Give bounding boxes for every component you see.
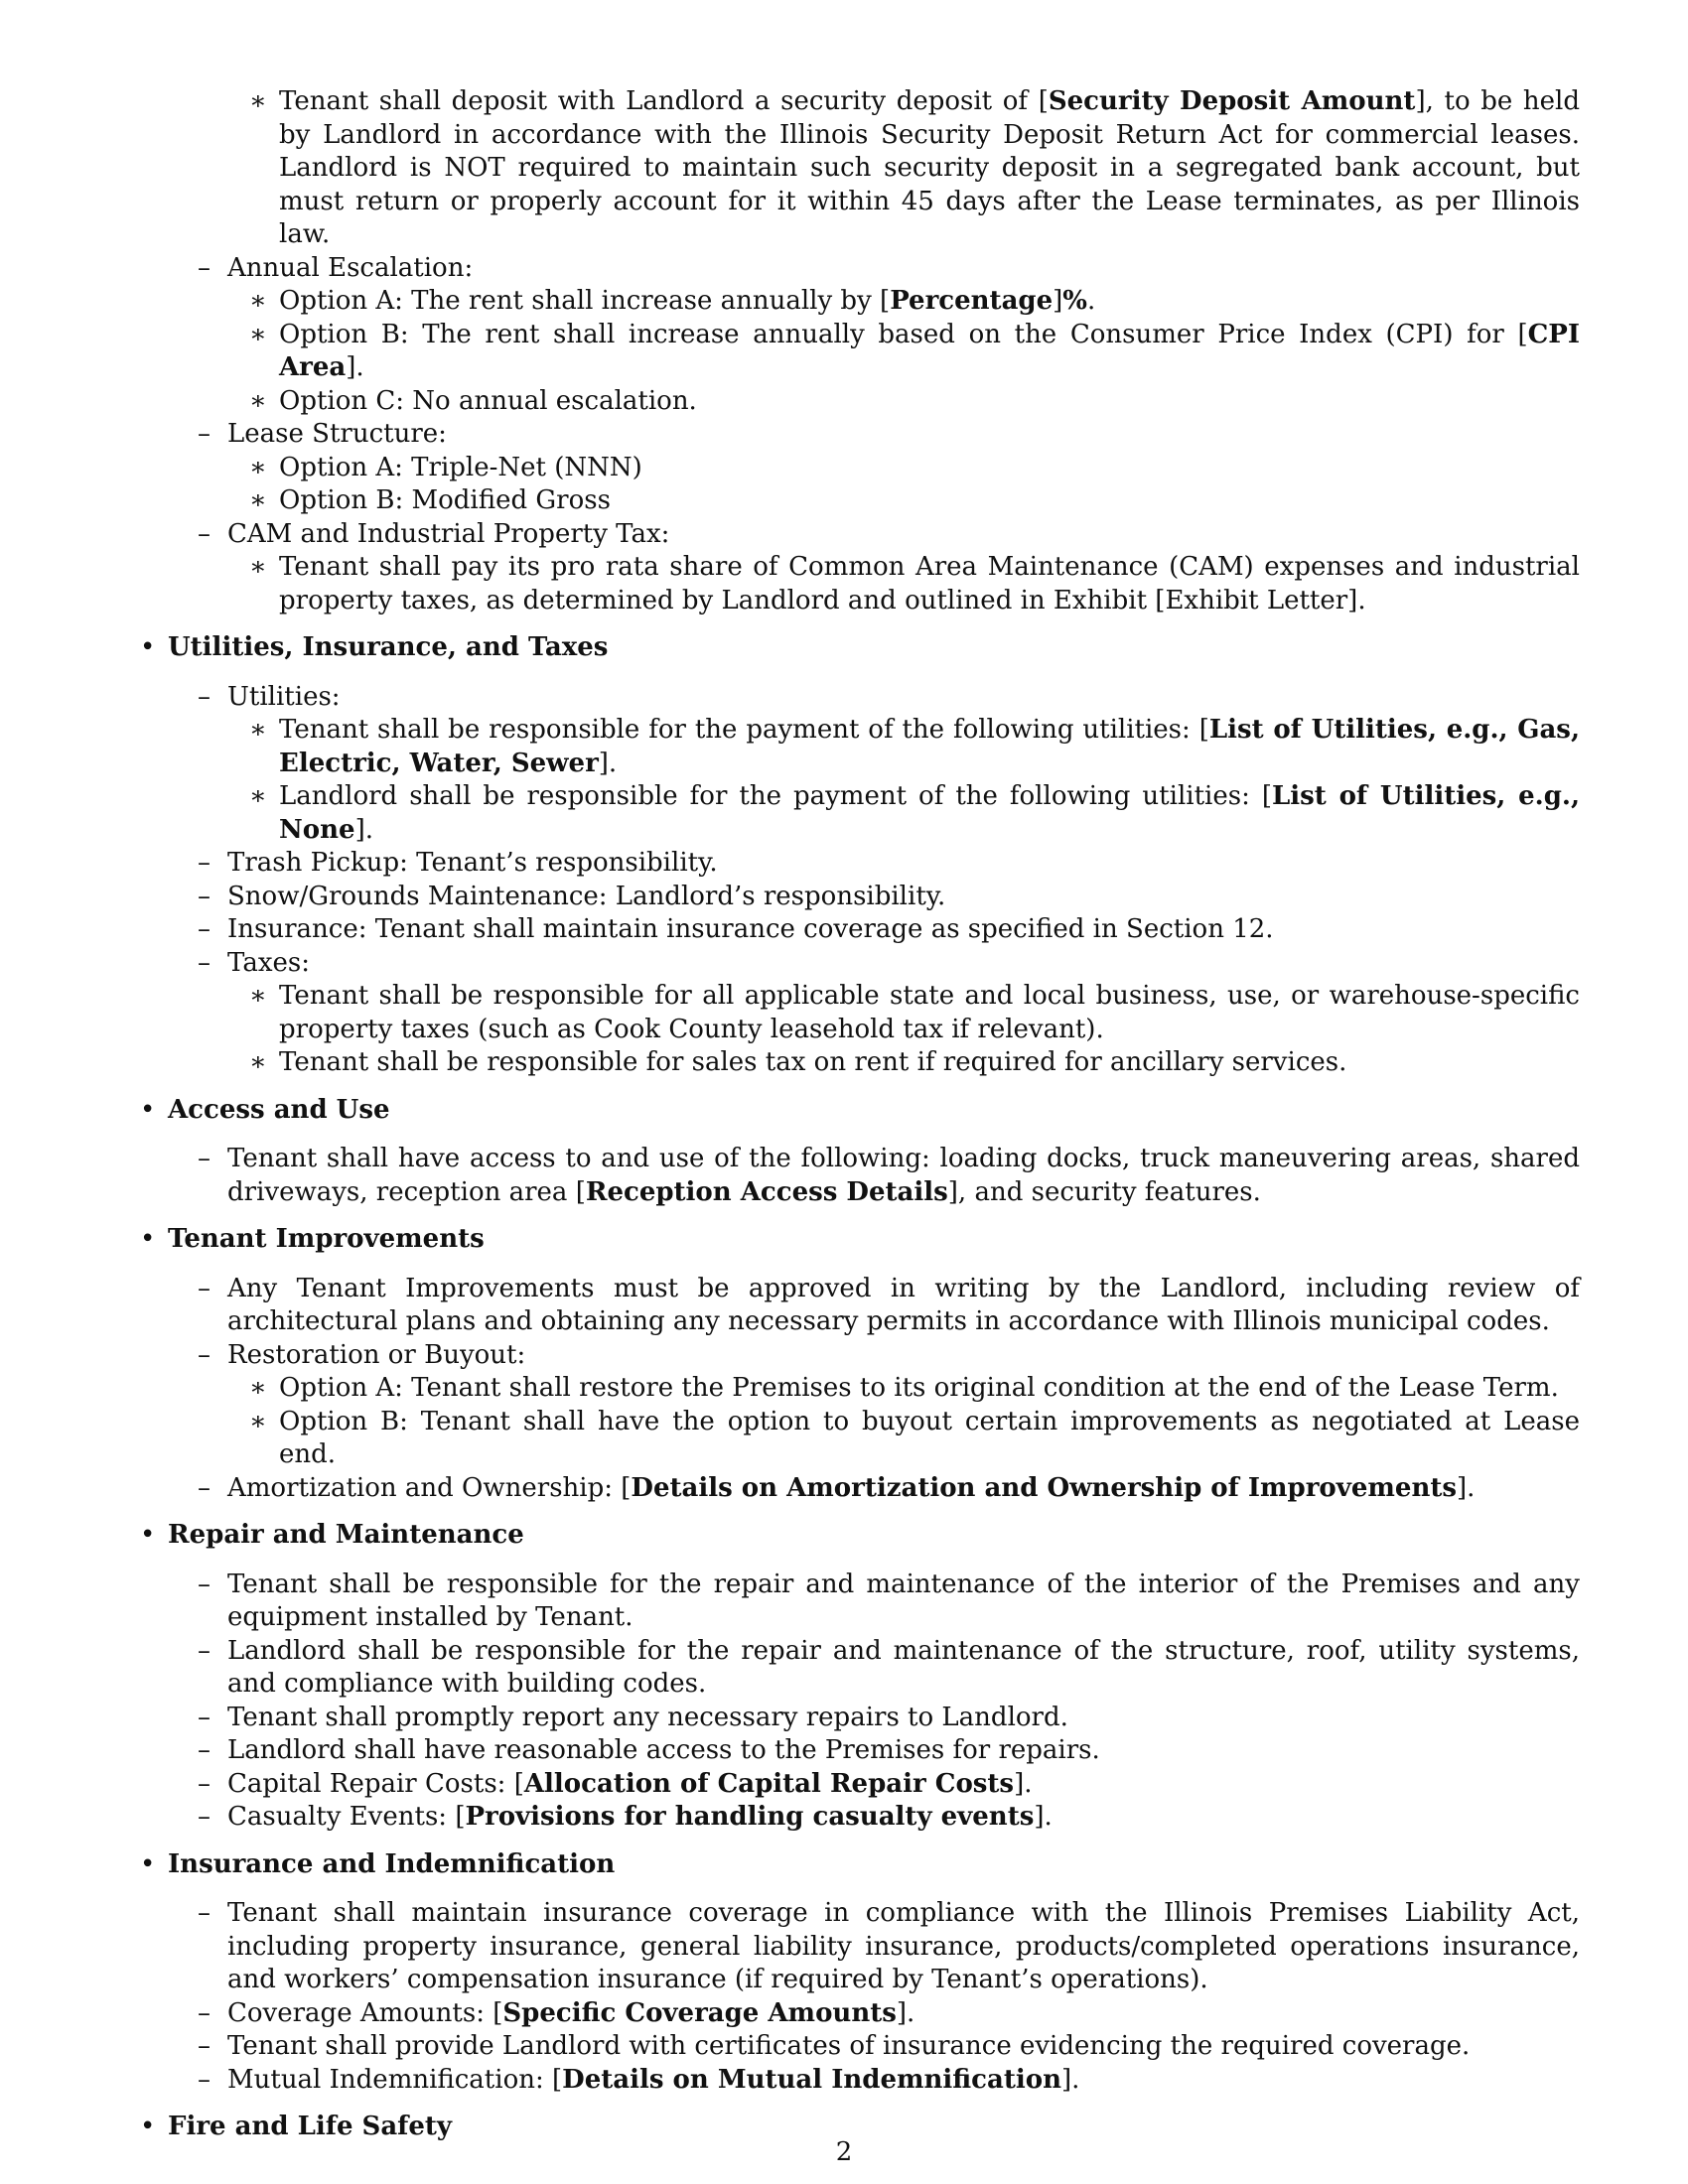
placeholder-field: List of Utilities, e.g., None — [279, 781, 1581, 845]
amortization-item: – Amortization and Ownership: [Details on Amortization and Ownership of Improvements]. — [227, 1472, 1580, 1506]
escalation-option-a: ∗ Option A: The rent shall increase annually by [Percentage]%. — [279, 285, 1580, 319]
section-repair-maintenance: • Repair and Maintenance — [168, 1519, 1688, 1553]
placeholder-field: Details on Mutual Indemnification — [562, 2064, 1061, 2095]
improvements-approval-item: – Any Tenant Improvements must be approved in writing by the Landlord, including review of architectural plans and obtaining any necessary permits in accordance with Illinois municipal codes. — [227, 1273, 1580, 1339]
lease-structure-option-b: ∗ Option B: Modified Gross — [279, 484, 1580, 518]
page-number: 2 — [835, 2137, 853, 2167]
placeholder-field: Specific Coverage Amounts — [502, 1997, 897, 2028]
cam-tax-text: ∗ Tenant shall pay its pro rata share of Common Area Maintenance (CAM) expenses and industrial property taxes, as determined by Landlord and outlined in Exhibit [Exhibit Letter]. — [279, 551, 1580, 617]
tenant-repair-item: – Tenant shall be responsible for the repair and maintenance of the interior of the Premises and any equipment installed by Tenant. — [227, 1569, 1580, 1635]
placeholder-field: List of Utilities, e.g., Gas, Electric, Water, Sewer — [279, 715, 1580, 778]
taxes-item: – Taxes: — [227, 947, 1580, 981]
section-utilities-insurance-taxes: • Utilities, Insurance, and Taxes — [168, 631, 1688, 665]
cam-tax-item: – CAM and Industrial Property Tax: — [227, 518, 1580, 552]
lease-structure-option-a: ∗ Option A: Triple-Net (NNN) — [279, 452, 1580, 485]
placeholder-field: Allocation of Capital Repair Costs — [523, 1768, 1015, 1799]
capital-repair-item: – Capital Repair Costs: [Allocation of Capital Repair Costs]. — [227, 1768, 1580, 1802]
section-tenant-improvements: • Tenant Improvements — [168, 1223, 1688, 1257]
landlord-access-item: – Landlord shall have reasonable access to the Premises for repairs. — [227, 1734, 1580, 1768]
utilities-item: – Utilities: — [227, 681, 1580, 715]
placeholder-field: Details on Amortization and Ownership of Improvements — [631, 1472, 1458, 1503]
restoration-option-b: ∗ Option B: Tenant shall have the option to buyout certain improvements as negotiated at Lease end. — [279, 1406, 1580, 1472]
placeholder-field: Provisions for handling casualty events — [465, 1802, 1035, 1832]
document-body — [0, 85, 1688, 2160]
taxes-property-text: ∗ Tenant shall be responsible for all applicable state and local business, use, or warehouse-specific property taxes (such as Cook County leasehold tax if relevant). — [279, 980, 1580, 1046]
trash-pickup-item: – Trash Pickup: Tenant’s responsibility. — [227, 847, 1580, 881]
insurance-coverage-item: – Tenant shall maintain insurance coverage in compliance with the Illinois Premises Liability Act, including property insurance, general liability insurance, products/completed operations insurance, and workers’ compensation insurance (if required by Tenant’s operations). — [227, 1897, 1580, 1997]
placeholder-field: Reception Access Details — [585, 1176, 948, 1207]
restoration-buyout-item: – Restoration or Buyout: — [227, 1339, 1580, 1373]
section-access-and-use: • Access and Use — [168, 1094, 1688, 1128]
tenant-utilities-text: ∗ Tenant shall be responsible for the payment of the following utilities: [List of Utilities, e.g., Gas, Electric, Water, Sewer]. — [279, 714, 1580, 780]
escalation-option-c: ∗ Option C: No annual escalation. — [279, 385, 1580, 419]
landlord-utilities-text: ∗ Landlord shall be responsible for the payment of the following utilities: [List of Utilities, e.g., None]. — [279, 780, 1580, 847]
access-item: – Tenant shall have access to and use of the following: loading docks, truck maneuvering areas, shared driveways, reception area [Reception Access Details], and security features. — [227, 1143, 1580, 1209]
casualty-events-item: – Casualty Events: [Provisions for handling casualty events]. — [227, 1801, 1580, 1835]
annual-escalation-item: – Annual Escalation: — [227, 252, 1580, 286]
placeholder-field: CPI Area — [279, 319, 1580, 382]
security-deposit-text: ∗ Tenant shall deposit with Landlord a security deposit of [Security Deposit Amount], to be held by Landlord in accordance with the Illinois Security Deposit Return Act for commercial leases. Landlord is NOT required to maintain such security deposit in a segregated bank account, but must return or properly account for it within 45 days after the Lease terminates, as per Illinois law. — [279, 85, 1580, 252]
section-fire-life-safety: • Fire and Life Safety — [168, 2111, 1688, 2144]
escalation-option-b: ∗ Option B: The rent shall increase annually based on the Consumer Price Index (CPI) for [CPI Area]. — [279, 319, 1580, 385]
certificates-item: – Tenant shall provide Landlord with certificates of insurance evidencing the required coverage. — [227, 2030, 1580, 2064]
placeholder-field: Percentage — [890, 286, 1054, 316]
placeholder-field: % — [1062, 286, 1088, 316]
restoration-option-a: ∗ Option A: Tenant shall restore the Premises to its original condition at the end of the Lease Term. — [279, 1372, 1580, 1406]
snow-grounds-item: – Snow/Grounds Maintenance: Landlord’s responsibility. — [227, 881, 1580, 914]
taxes-sales-text: ∗ Tenant shall be responsible for sales tax on rent if required for ancillary services. — [279, 1046, 1580, 1080]
insurance-item: – Insurance: Tenant shall maintain insurance coverage as specified in Section 12. — [227, 913, 1580, 947]
landlord-repair-item: – Landlord shall be responsible for the repair and maintenance of the structure, roof, utility systems, and compliance with building codes. — [227, 1635, 1580, 1702]
mutual-indemnification-item: – Mutual Indemnification: [Details on Mutual Indemnification]. — [227, 2064, 1580, 2098]
coverage-amounts-item: – Coverage Amounts: [Specific Coverage Amounts]. — [227, 1997, 1580, 2031]
section-insurance-indemnification: • Insurance and Indemnification — [168, 1848, 1688, 1882]
report-repairs-item: – Tenant shall promptly report any necessary repairs to Landlord. — [227, 1702, 1580, 1735]
placeholder-field: Security Deposit Amount — [1048, 86, 1416, 116]
lease-structure-item: – Lease Structure: — [227, 418, 1580, 452]
